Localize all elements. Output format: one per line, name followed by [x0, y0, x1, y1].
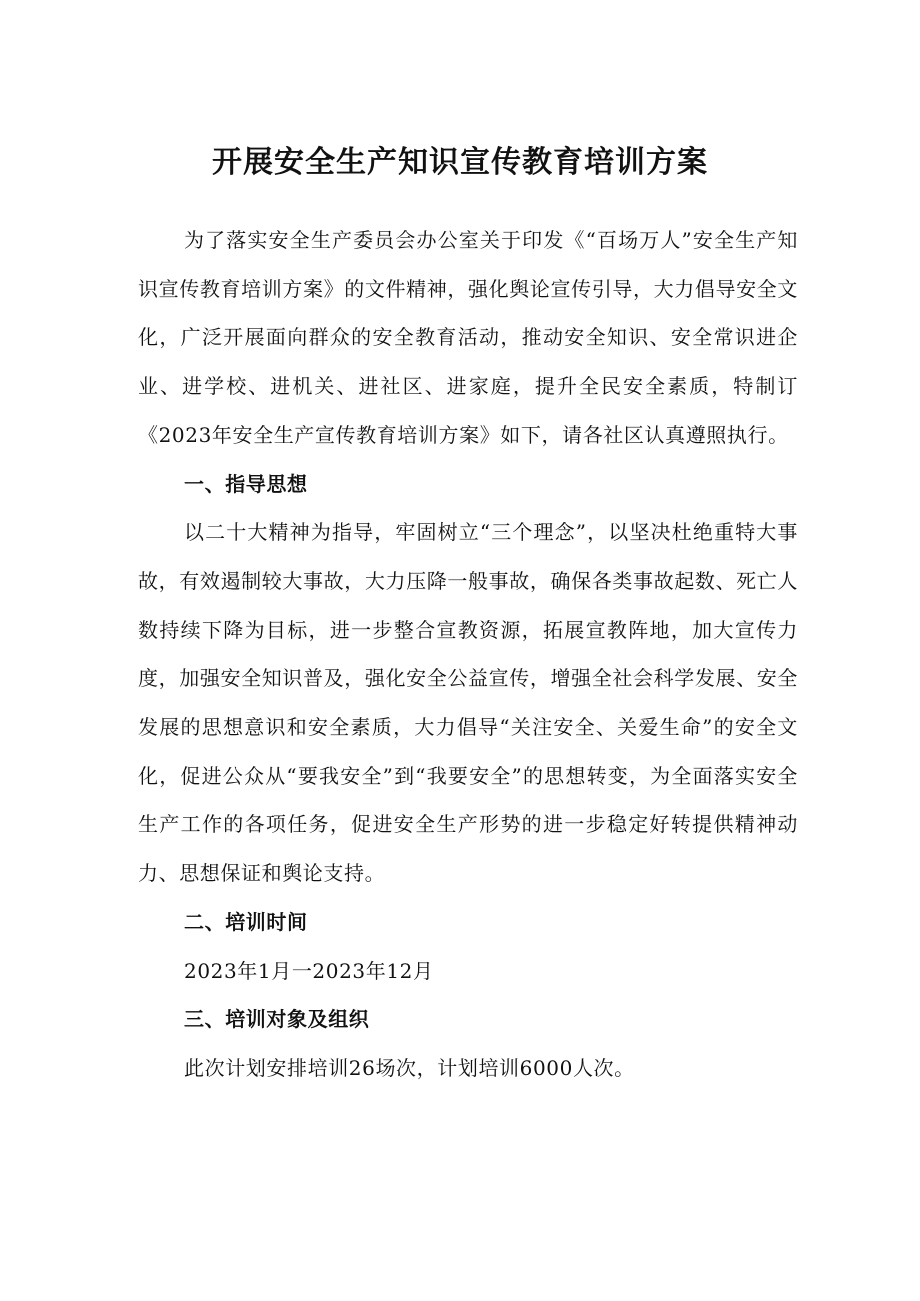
intro-paragraph: 为了落实安全生产委员会办公室关于印发《“百场万人”安全生产知识宣传教育培训方案》的文件精神，强化舆论宣传引导，大力倡导安全文化，广泛开展面向群众的安全教育活动，推动安全知识、安全常识进企业、进学校、进机关、进社区、进家庭，提升全民安全素质，特制订《2023年安全生产宣传教育培训方案》如下，请各社区认真遵照执行。 [138, 228, 798, 447]
section-training-time [138, 898, 798, 995]
section-paragraph: 2023年1月一2023年12月 [184, 958, 434, 983]
section-guiding-ideology [138, 460, 798, 898]
section-heading: 一、指导思想 [184, 471, 308, 496]
section-heading: 三、培训对象及组织 [184, 1007, 370, 1032]
document-title: 开展安全生产知识宣传教育培训方案 [212, 145, 708, 180]
section-paragraph: 以二十大精神为指导，牢固树立“三个理念”，以坚决杜绝重特大事故，有效遏制较大事故，大力压降一般事故，确保各类事故起数、死亡人数持续下降为目标，进一步整合宣教资源，拓展宣教阵地，加大宣传力度，加强安全知识普及，强化安全公益宣传，增强全社会科学发展、安全发展的思想意识和安全素质，大力倡导“关注安全、关爱生命”的安全文化，促进公众从“要我安全”到“我要安全”的思想转变，为全面落实安全生产工作的各项任务，促进安全生产形势的进一步稳定好转提供精神动力、思想保证和舆论支持。 [138, 520, 798, 886]
section-paragraph: 此次计划安排培训26场次，计划培训6000人次。 [184, 1055, 635, 1080]
section-heading: 二、培训时间 [184, 909, 308, 934]
section-training-targets [138, 995, 798, 1092]
document-body [138, 216, 798, 1093]
